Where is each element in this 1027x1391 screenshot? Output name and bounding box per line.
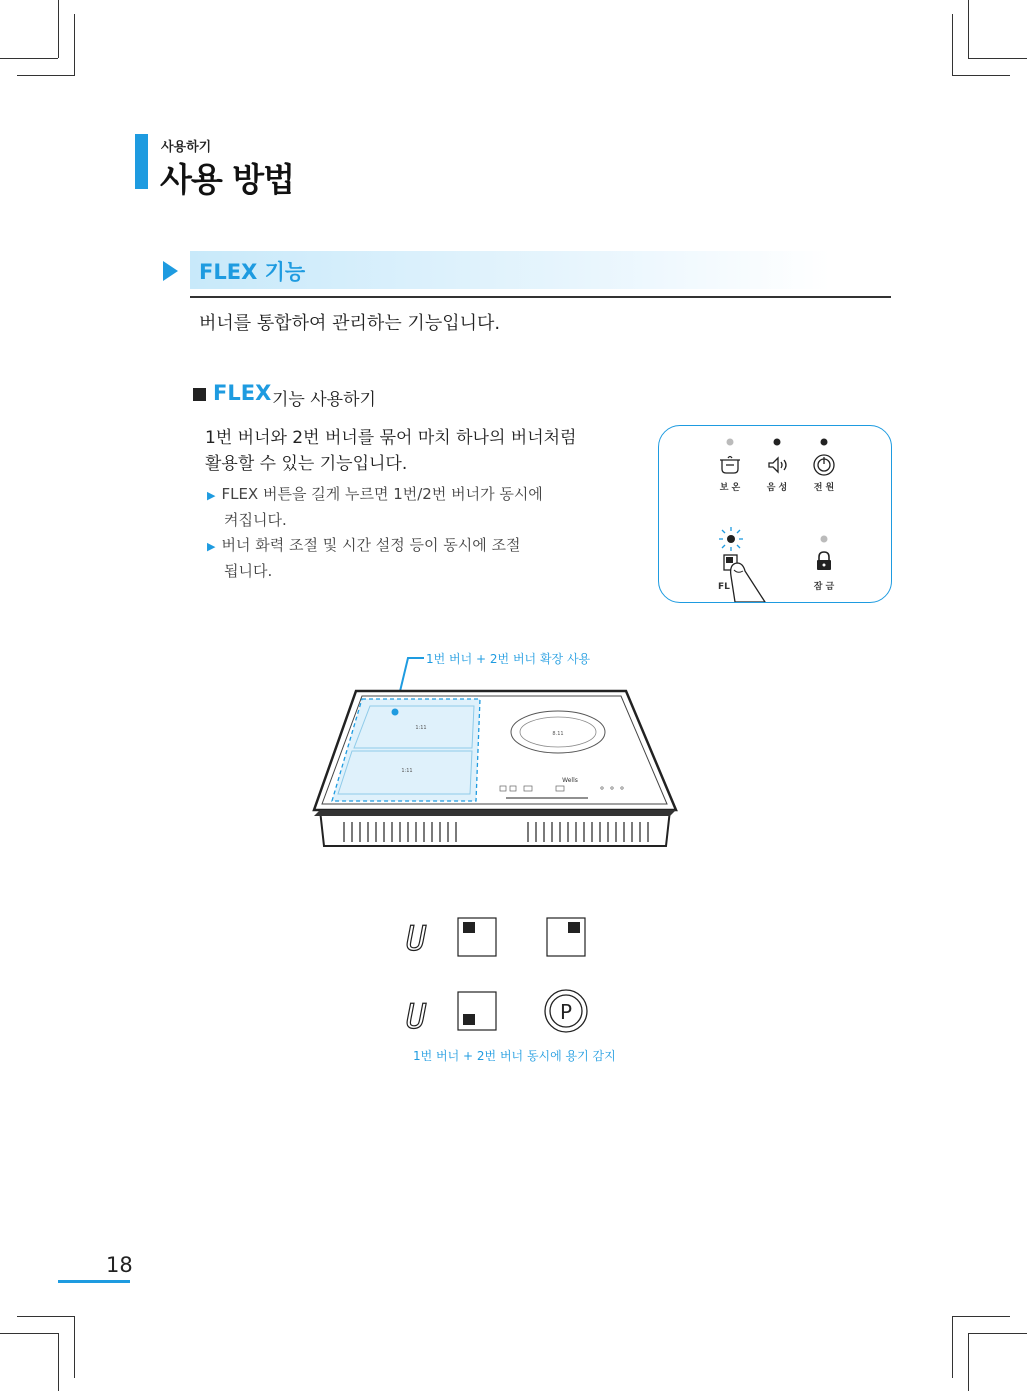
pot-icon <box>720 457 740 474</box>
triangle-bullet-icon: ▶ <box>207 540 216 553</box>
section-title: FLEX 기능 <box>199 260 306 284</box>
subsection-title: 기능 사용하기 <box>272 390 376 410</box>
bullet-text: 켜집니다. <box>224 511 287 529</box>
page-number-underline <box>58 1280 130 1283</box>
keep-warm-led-icon <box>727 439 734 446</box>
pot-detect-symbol: P <box>559 1000 573 1024</box>
zone-label-bottom: 1:11 <box>401 768 413 774</box>
crop-mark <box>74 14 75 76</box>
bullet-text: 버너 화력 조절 및 시간 설정 등이 동시에 조절 <box>221 536 521 554</box>
crop-mark <box>952 1316 1010 1317</box>
speaker-icon <box>769 458 786 472</box>
cooktop-callout: 1번 버너 + 2번 버너 확장 사용 <box>426 652 591 666</box>
section-description: 버너를 통합하여 관리하는 기능입니다. <box>199 313 501 334</box>
bullet-text: FLEX 버튼을 길게 누르면 1번/2번 버너가 동시에 <box>221 485 543 503</box>
triangle-bullet-icon: ▶ <box>207 489 216 502</box>
indicator-fill <box>463 1014 475 1025</box>
control-panel-drawing <box>659 426 891 602</box>
section-rule <box>190 296 891 298</box>
crop-mark <box>968 0 969 58</box>
brand-logo: Wells <box>562 777 578 784</box>
crop-mark <box>58 1333 59 1391</box>
bullet-item <box>207 482 587 532</box>
center-label: 8.11 <box>552 731 564 737</box>
crop-mark <box>17 1316 75 1317</box>
page-number: 18 <box>106 1253 133 1277</box>
power-label: 전 원 <box>813 483 835 493</box>
crop-mark <box>58 0 59 58</box>
bullet-text: 됩니다. <box>224 562 273 580</box>
callout-dot <box>392 709 399 716</box>
indicator-fill <box>568 922 580 933</box>
display-demo <box>395 910 595 1040</box>
crop-mark <box>0 1333 58 1334</box>
lock-led-icon <box>821 536 828 543</box>
control-panel-illustration <box>658 425 892 603</box>
lock-label: 잠 금 <box>813 582 835 592</box>
subsection-title-highlight: FLEX <box>213 381 272 405</box>
seven-seg-digit-top: U <box>405 919 427 959</box>
crop-mark <box>952 75 1010 76</box>
cooktop-edge <box>314 810 676 816</box>
section-arrow-icon <box>163 261 178 281</box>
cooktop-illustration <box>300 650 700 855</box>
power-led-icon <box>821 439 828 446</box>
power-icon <box>814 455 834 475</box>
display-caption: 1번 버너 + 2번 버너 동시에 용기 감지 <box>413 1049 616 1063</box>
seven-seg-digit-bottom: U <box>405 997 427 1037</box>
crop-mark <box>17 75 75 76</box>
intro-line: 1번 버너와 2번 버너를 묶어 마치 하나의 버너처럼 <box>205 428 577 448</box>
header-accent-bar <box>135 134 148 189</box>
bullet-item <box>207 533 587 583</box>
finger-icon <box>731 563 765 602</box>
crop-mark <box>74 1316 75 1378</box>
section-label: 사용하기 <box>161 140 212 155</box>
crop-mark <box>968 58 1027 59</box>
intro-text <box>205 425 625 477</box>
sound-led-icon <box>774 439 781 446</box>
crop-mark <box>952 14 953 76</box>
crop-mark <box>952 1316 953 1378</box>
indicator-fill <box>463 922 475 933</box>
crop-mark <box>0 58 58 59</box>
keep-warm-label: 보 온 <box>719 483 741 493</box>
intro-line: 활용할 수 있는 기능입니다. <box>205 454 408 474</box>
page-title: 사용 방법 <box>160 160 295 199</box>
crop-mark <box>968 1333 969 1391</box>
pot-detect-icon <box>545 990 587 1032</box>
flex-led-glow-icon <box>719 527 743 551</box>
lock-icon <box>817 552 831 570</box>
crop-mark <box>968 1333 1027 1334</box>
flex-label: FL <box>718 582 730 592</box>
sound-label: 음 성 <box>766 483 788 493</box>
zone-label-top: 1:11 <box>415 725 427 731</box>
square-bullet-icon <box>193 388 206 401</box>
